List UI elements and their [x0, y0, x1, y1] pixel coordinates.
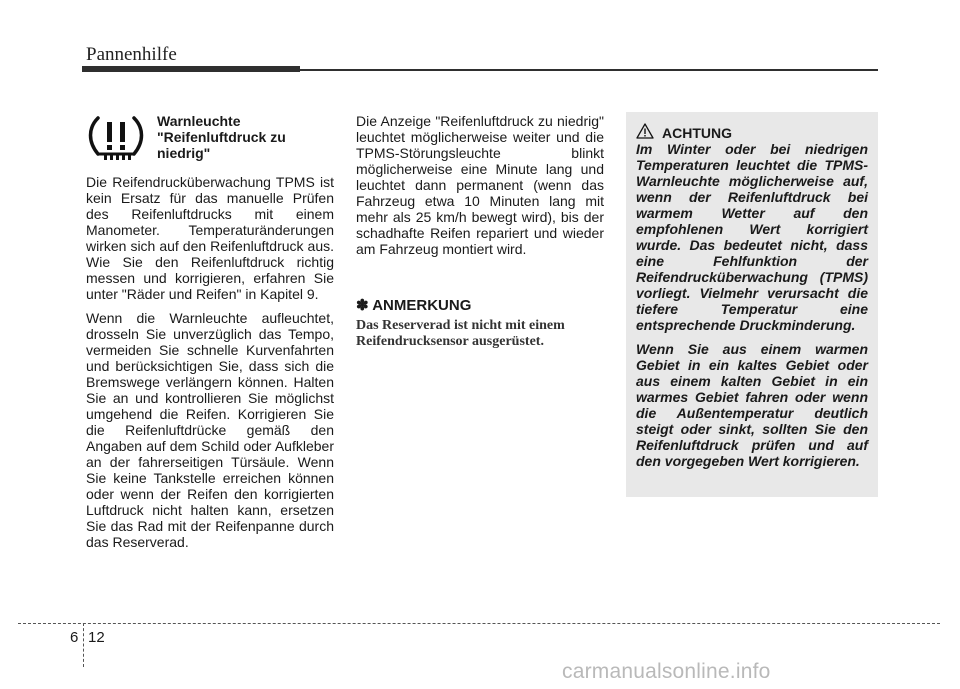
- caution-paragraph-1: Im Winter oder bei niedrigen Temperaturen leuchtet die TPMS-Warnleuchte möglicherweise auf, wenn der Reifenluftdruck bei warmem Wetter auf den empfohlenen Wert korrigiert wurde. Das bedeutet nicht, dass eine Fehlfunktion der Reifendrucküberwachung (TPMS) vorliegt. Vielmehr verursacht die tiefere Temperatur eine entsprechende Druckminderung.: [636, 141, 868, 333]
- caution-body: [636, 141, 868, 477]
- page-number: 12: [88, 629, 105, 646]
- col2-paragraph-1: Die Anzeige "Reifenluftdruck zu niedrig" leuchtet möglicherweise weiter und die TPMS-Störungsleuchte blinkt möglicherweise eine Minute lang und leuchtet dann permanent (wenn das Fahrzeug etwa 10 Minuten lang mit mehr als 25 km/h bewegt wird), bis der schadhafte Reifen repariert und wieder am Fahrzeug montiert wird.: [356, 113, 604, 257]
- caution-heading: [636, 123, 732, 142]
- col1-paragraph-2: Wenn die Warnleuchte aufleuchtet, drosseln Sie unverzüglich das Tempo, vermeiden Sie schnelle Kurvenfahrten und berücksichtigen Sie, dass sich die Bremswege verlängern können. Halten Sie an und kontrollieren Sie möglichst umgehend die Reifen. Korrigieren Sie die Reifenluftdrücke gemäß den Angaben auf dem Schild oder Aufkleber an der fahrerseitigen Türsäule. Wenn Sie keine Tankstelle erreichen können oder wenn der Reifen den korrigierten Luftdruck nicht halten kann, ersetzen Sie das Rad mit der Reifenpanne durch das Reserverad.: [86, 310, 334, 550]
- watermark-text: carmanualsonline.info: [562, 660, 771, 683]
- caution-heading-label: ACHTUNG: [662, 124, 732, 141]
- header-rule-thin: [300, 69, 878, 71]
- col1-paragraph-1: Die Reifendrucküberwachung TPMS ist kein Ersatz für das manuelle Prüfen des Reifenluftdrucks mit einem Manometer. Temperaturänderungen wirken sich auf den Reifenluftdruck aus. Wie Sie den Reifenluftdruck richtig messen und korrigieren, erfahren Sie unter "Räder und Reifen" in Kapitel 9.: [86, 174, 334, 302]
- note-body: Das Reserverad ist nicht mit einem Reifendrucksensor ausgerüstet.: [356, 318, 565, 349]
- note-symbol-icon: ✽: [356, 297, 369, 314]
- column-2-text: [356, 113, 604, 265]
- column-1-text: [86, 174, 334, 558]
- header-rule-thick: [82, 66, 300, 72]
- page-chapter-number: 6: [70, 629, 79, 646]
- footer-vertical-rule: [83, 623, 84, 667]
- note-heading-label: ANMERKUNG: [372, 297, 472, 314]
- caution-paragraph-2: Wenn Sie aus einem warmen Gebiet in ein kaltes Gebiet oder aus einem kalten Gebiet in ein warmes Gebiet fahren oder wenn die Außentemperatur deutlich steigt oder sinkt, sollten Sie den Reifenluftdruck prüfen und auf den vorgegeben Wert korrigieren.: [636, 341, 868, 469]
- warning-triangle-icon: [636, 123, 654, 142]
- footer-dashed-rule: [18, 623, 940, 624]
- note-heading: [356, 296, 471, 314]
- warning-light-heading: Warnleuchte "Reifenluftdruck zu niedrig": [157, 113, 286, 161]
- page-header-title: Pannenhilfe: [86, 44, 177, 65]
- tpms-warning-icon: [86, 112, 146, 162]
